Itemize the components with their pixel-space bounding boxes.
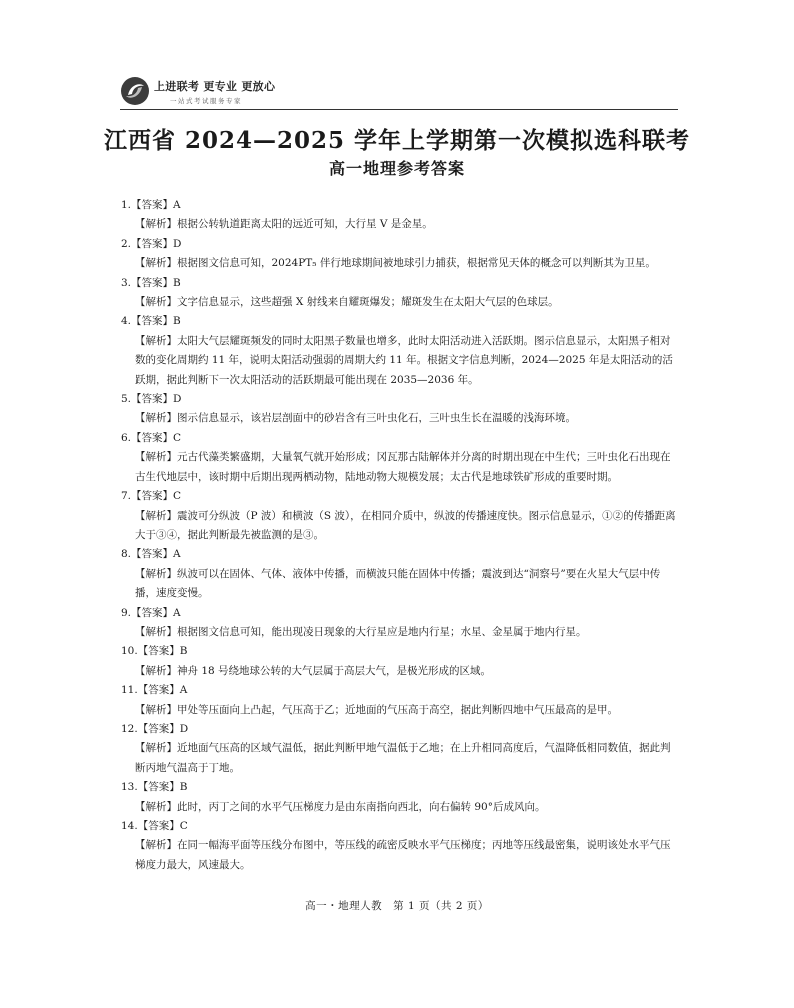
logo-slogan: 上进联考 更专业 更放心 (154, 80, 276, 93)
answer-item (121, 312, 679, 390)
explanation-text: 【解析】近地面气压高的区域气温低，据此判断甲地气温低于乙地；在上升相同高度后，气温降低相同数值，据此判断丙地气温高于丁地。 (135, 742, 671, 774)
explanation-text: 【解析】根据图文信息可知，能出现凌日现象的大行星应是地内行星；水星、金星属于地内行星。 (135, 625, 587, 638)
page-footer: 高一・地理人教 第 1 页（共 2 页） (305, 900, 489, 912)
header-divider (120, 109, 678, 110)
answer-item (121, 604, 679, 643)
answer-item (121, 681, 679, 720)
logo-tagline: 一站式考试服务专家 (170, 97, 242, 105)
explanation-text: 【解析】纵波可以在固体、气体、液体中传播，而横波只能在固体中传播；震波到达“洞察号”要在火星大气层中传播，速度变慢。 (135, 567, 661, 600)
explanation-text: 【解析】神舟 18 号绕地球公转的大气层属于高层大气，是极光形成的区域。 (135, 664, 492, 677)
answer-item (121, 545, 679, 603)
explanation-text: 【解析】在同一幅海平面等压线分布图中，等压线的疏密反映水平气压梯度；丙地等压线最密集，说明该处水平气压梯度力最大，风速最大。 (135, 839, 671, 871)
explanation-text: 【解析】根据图文信息可知，2024PT₅ 伴行地球期间被地球引力捕获，根据常见天体的概念可以判断其为卫星。 (135, 257, 656, 270)
answer-label: 11.【答案】A (121, 684, 188, 697)
answer-label: 6.【答案】C (121, 431, 182, 444)
answer-label: 14.【答案】C (121, 820, 188, 832)
answer-item (121, 274, 679, 313)
answer-label: 9.【答案】A (121, 606, 181, 619)
explanation-text: 【解析】元古代藻类繁盛期，大量氧气就开始形成；冈瓦那古陆解体并分离的时期出现在中生代；三叶虫化石出现在古生代地层中，该时期中后期出现两栖动物，陆地动物大规模发展；太古代是地球铁矿形成的重要时期。 (135, 451, 671, 483)
answer-item (121, 487, 679, 545)
answer-label: 8.【答案】A (121, 548, 181, 561)
answer-item (121, 390, 679, 429)
answer-item (121, 235, 679, 274)
answer-item (121, 196, 679, 235)
explanation-text: 【解析】甲处等压面向上凸起，气压高于乙；近地面的气压高于高空，据此判断四地中气压最高的是甲。 (135, 703, 618, 716)
answer-label: 1.【答案】A (121, 199, 181, 211)
answer-label: 7.【答案】C (121, 490, 182, 503)
page-subtitle: 高一地理参考答案 (328, 159, 465, 178)
explanation-text: 【解析】文字信息显示，这些超强 X 射线来自耀斑爆发；耀斑发生在太阳大气层的色球层。 (135, 296, 559, 309)
answer-label: 13.【答案】B (121, 781, 188, 794)
answer-label: 10.【答案】B (121, 645, 188, 658)
answer-label: 4.【答案】B (121, 315, 181, 328)
header-logo (120, 76, 320, 110)
answer-item (121, 817, 679, 875)
page-title: 江西省 2024—2025 学年上学期第一次模拟选科联考 (103, 127, 691, 154)
answer-item (121, 720, 679, 778)
answer-label: 12.【答案】D (121, 722, 189, 735)
answer-item (121, 429, 679, 487)
answer-item (121, 642, 679, 681)
explanation-text: 【解析】根据公转轨道距离太阳的远近可知，大行星 V 是金星。 (135, 218, 433, 231)
explanation-text: 【解析】震波可分纵波（P 波）和横波（S 波），在相同介质中，纵波的传播速度快。图示信息显示，①②的传播距离大于③④，据此判断最先被监测的是③。 (135, 509, 676, 541)
answer-label: 2.【答案】D (121, 237, 182, 250)
answer-item (121, 778, 679, 817)
answer-list (121, 196, 679, 875)
explanation-text: 【解析】太阳大气层耀斑频发的同时太阳黑子数量也增多，此时太阳活动进入活跃期。图示信息显示，太阳黑子相对数的变化周期约 11 年，说明太阳活动强弱的周期大约 11 年。根据文字信息判断，2024—2025 年是太阳活动的活跃期，据此判断下一次太阳活动的活跃期最可能出现在 2035—2036 年。 (135, 334, 673, 386)
explanation-text: 【解析】图示信息显示，该岩层剖面中的砂岩含有三叶虫化石，三叶虫生长在温暖的浅海环境。 (135, 412, 576, 425)
swirl-logo-icon (120, 76, 150, 106)
answer-label: 5.【答案】D (121, 393, 182, 406)
answer-label: 3.【答案】B (121, 276, 181, 289)
explanation-text: 【解析】此时，丙丁之间的水平气压梯度力是由东南指向西北，向右偏转 90°后成风向。 (135, 800, 546, 813)
